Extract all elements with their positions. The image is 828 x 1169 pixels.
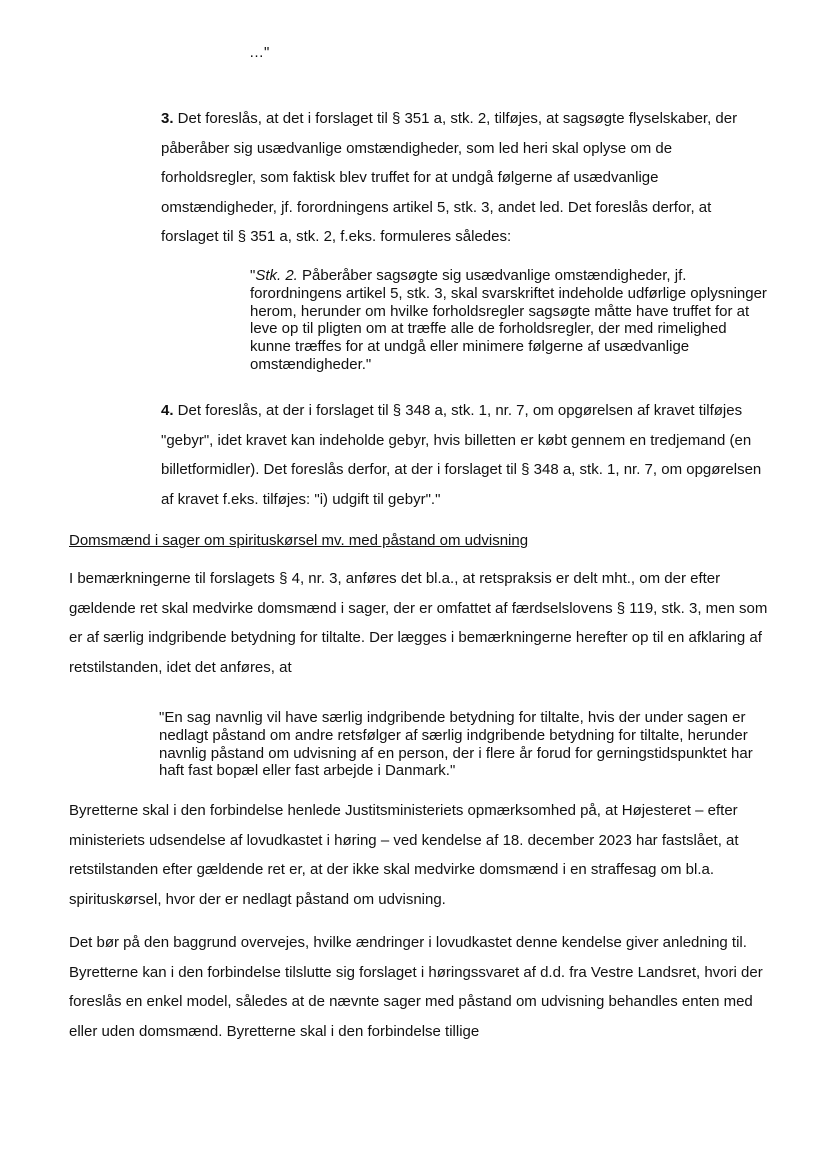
paragraph-supreme-court: Byretterne skal i den forbindelse henlede Justitsministeriets opmærksomhed på, at Højesteret – efter ministeriets udsendelse af lovudkastet i høring – ved kendelse af 18. december 2023 har fastslået, at retstilstanden efter gældende ret er, at der ikke skal medvirke domsmænd i en straffesag om bl.a. spirituskørsel, hvor der er nedlagt påstand om udvisning. [69, 802, 739, 908]
quote-text: Påberåber sagsøgte sig usædvanlige omstændigheder, jf. forordningens artikel 5, stk. 3, skal svarskriftet indeholde udførlige oplysninger herom, herunder om hvilke forholdsregler sagsøgte måtte have truffet for at leve op til pligten om at træffe alle de forholdsregler, der med rimelighed kunne træffes for at undgå eller minimere følgerne af usædvanlige omstændigheder." [250, 267, 767, 373]
stk-label: Stk. 2. [255, 267, 298, 284]
item-text: Det foreslås, at det i forslaget til § 351 a, stk. 2, tilføjes, at sagsøgte flyselskaber, der påberåber sig usædvanlige omstændigheder, som led heri skal oplyse om de forholdsregler, som faktisk blev truffet for at undgå følgerne af usædvanlige omstændigheder, jf. forordningens artikel 5, stk. 3, andet led. Det foreslås derfor, at forslaget til § 351 a, stk. 2, f.eks. formuleres således: [161, 110, 738, 245]
section-heading: Domsmænd i sager om spirituskørsel mv. med påstand om udvisning [69, 532, 529, 549]
quoted-provision [250, 267, 770, 374]
item-text: Det foreslås, at der i forslaget til § 348 a, stk. 1, nr. 7, om opgørelsen af kravet tilføjes "gebyr", idet kravet kan indeholde gebyr, hvis billetten er købt gennem en tredjemand (en billetformidler). Det foreslås derfor, at der i forslaget til § 348 a, stk. 1, nr. 7, om opgørelsen af kravet f.eks. tilføjes: "i) udgift til gebyr"." [161, 402, 762, 508]
quote-open-mark: " [250, 267, 256, 284]
quote-ellipsis: …" [249, 44, 270, 61]
paragraph-consideration: Det bør på den baggrund overvejes, hvilke ændringer i lovudkastet denne kendelse giver anledning til. Byretterne kan i den forbindelse tilslutte sig forslaget i høringssvaret af d.d. fra Vestre Landsret, hvori der foreslås en enkel model, således at de nævnte sager med påstand om udvisning behandles enten med eller uden domsmænd. Byretterne skal i den forbindelse tillige [69, 934, 763, 1040]
paragraph-remarks: I bemærkningerne til forslagets § 4, nr. 3, anføres det bl.a., at retspraksis er delt mht., om der efter gældende ret skal medvirke domsmænd i sager, der er omfattet af færdselslovens § 119, stk. 3, men som er af særlig indgribende betydning for tiltalte. Der lægges i bemærkningerne herefter op til en afklaring af retstilstanden, idet det anføres, at [69, 570, 768, 676]
item-number: 4. [161, 402, 174, 419]
proposal-item-4 [161, 396, 771, 514]
quoted-remarks: "En sag navnlig vil have særlig indgribende betydning for tiltalte, hvis der under sagen er nedlagt påstand om andre retsfølger af særlig indgribende betydning for tiltalte, herunder navnlig påstand om udvisning af en person, der i flere år forud for gerningstidspunktet har haft fast bopæl eller fast arbejde i Danmark." [159, 709, 753, 780]
proposal-item-3 [161, 104, 771, 252]
item-number: 3. [161, 110, 174, 127]
